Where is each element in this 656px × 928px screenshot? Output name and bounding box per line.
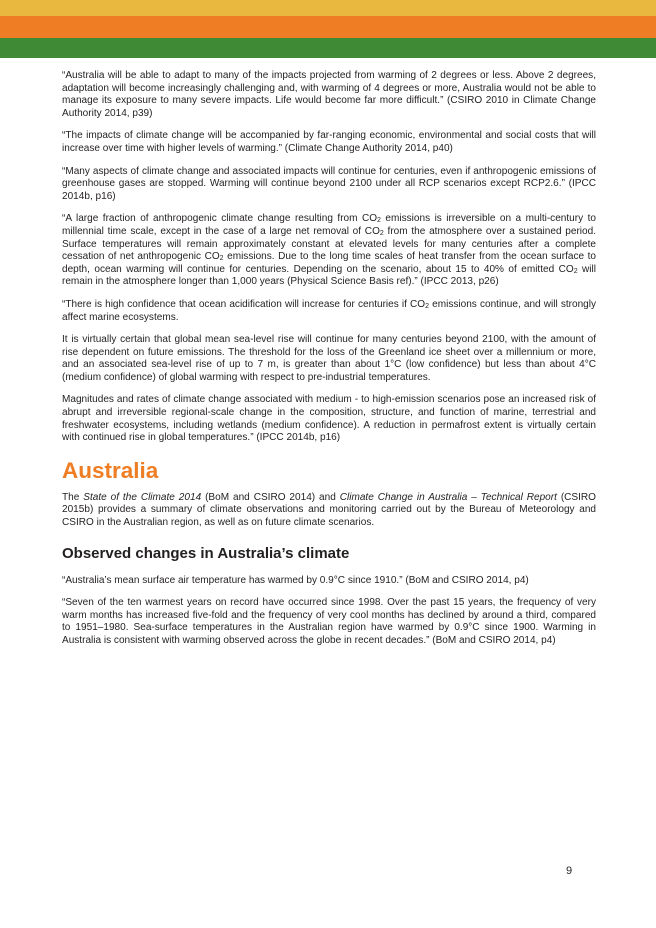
page-number: 9 xyxy=(566,865,573,877)
quote-ipcc-2013-co2: “A large fraction of anthropogenic climate change resulting from $CO_2$ emissions is irreversible on a multi-century to millennial time scale, except in the case of a large net removal of $CO_2$ from the atmosphere over a sustained period. Surface temperatures will remain approximately constant at elevated levels for many centuries after a complete cessation of net anthropogenic $CO_2$ emissions. Due to the long time scales of heat transfer from the ocean surface to depth, ocean warming will continue for centuries. Depending on the scenario, about 15 to 40% of emitted $CO_2$ will remain in the atmosphere longer than 1,000 years (Physical Science Basis ref).” (IPCC 2013, p26) xyxy=(62,213,597,288)
quote-cca-2014: “The impacts of climate change will be accompanied by far-ranging economic, environmental and social costs that will increase over time with higher levels of warming.” (Climate Change Authority 2014, p40) xyxy=(62,130,596,154)
header-band-yellow xyxy=(0,0,656,16)
paragraph-abrupt-change: Magnitudes and rates of climate change associated with medium - to high-emission scenarios pose an increased risk of abrupt and irreversible regional-scale change in the composition, structure, and function of marine, terrestrial and freshwater ecosystems, including wetlands (medium confidence). A reduction in permafrost extent is virtually certain with continued rise in global temperatures.” (IPCC 2014b, p16) xyxy=(62,394,596,444)
report-title-climate-change-in-australia: Climate Change in Australia – Technical Report xyxy=(339,491,557,503)
quote-ipcc-2014b-centuries: “Many aspects of climate change and associated impacts will continue for centuries, even if anthropogenic emissions of greenhouse gases are stopped. Warming will continue beyond 2100 under all RCP scenarios except RCP2.6.” (IPCC 2014b, p16) xyxy=(62,165,596,202)
quote-csiro-2010: “Australia will be able to adapt to many of the impacts projected from warming of 2 degrees or less. Above 2 degrees, adaptation will become increasingly challenging and, with warming of 4 degrees or more, Australia would not be able to manage its exposure to many severe impacts. Life would become far more difficult.” (CSIRO 2010 in Climate Change Authority 2014, p39) xyxy=(62,70,596,119)
report-title-state-of-climate: State of the Climate 2014 xyxy=(83,491,202,503)
quote-warmest-years: “Seven of the ten warmest years on record have occurred since 1998. Over the past 15 years, the frequency of very warm months has increased five-fold and the frequency of very cool months has declined by around a third, compared to 1951–1980. Sea-surface temperatures in the Australian region have warmed by 0.9°C since 1900. Warming in Australia is consistent with warming observed across the globe in recent decades.” (BoM and CSIRO 2014, p4) xyxy=(62,597,596,646)
section-heading-australia: Australia xyxy=(62,457,159,483)
australia-intro: The State of the Climate 2014 (BoM and CSIRO 2014) and Climate Change in Australia – Technical Report (CSIRO 2015b) provides a summary of climate observations and monitoring carried out by the Bureau of Meteorology and CSIRO in the Australian region, as well as on future climate scenarios. xyxy=(62,491,596,529)
paragraph-sea-level-rise: It is virtually certain that global mean sea-level rise will continue for many centuries beyond 2100, with the amount of rise dependent on future emissions. The threshold for the loss of the Greenland ice sheet over a millennium or more, and an associated sea-level rise of up to 7 m, is greater than about 1°C (low confidence) but less than about 4°C (medium confidence) of global warming with respect to pre-industrial temperatures. xyxy=(62,334,596,383)
subsection-heading-observed-changes: Observed changes in Australia’s climate xyxy=(62,544,350,562)
header-band-orange xyxy=(0,16,656,38)
header-band-green xyxy=(0,38,656,58)
quote-mean-temperature: “Australia’s mean surface air temperature has warmed by 0.9°C since 1910.” (BoM and CSIRO 2014, p4) xyxy=(62,574,529,586)
quote-ocean-acidification: “There is high confidence that ocean acidification will increase for centuries if $CO_2$ emissions continue, and will strongly affect marine ecosystems. xyxy=(62,298,597,323)
page-body xyxy=(62,70,596,658)
